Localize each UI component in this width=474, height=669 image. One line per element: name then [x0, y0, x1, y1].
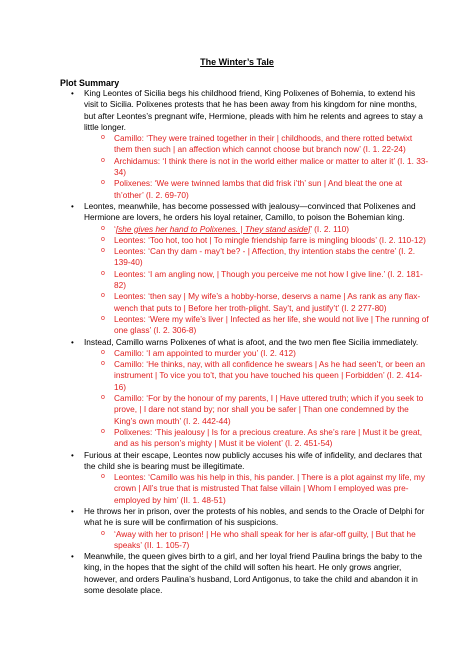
quote-open-mark: ‘	[114, 223, 116, 234]
stage-direction	[116, 224, 310, 234]
bullet-item-1: • King Leontes of Sicilia begs his childhood friend, King Polixenes of Bohemia, to extend his visit to Sicilia. Polixenes protests that he has been away from his kingdom for nine months, but after Leontes’s pregnant wife, Hermione, pleads with him he relents and agrees to stay a little longer.	[60, 88, 430, 133]
quote-item: o Leontes: ‘Were my wife’s liver | Infected as her life, she would not live | The running of one glass’ (I. 2. 306-8)	[60, 314, 430, 337]
quote-citation: ’ (I. 2. 110)	[310, 223, 350, 234]
bullet-item-2: • Leontes, meanwhile, has become possessed with jealousy—convinced that Polixenes and Hermione are lovers, he orders his loyal retainer, Camillo, to poison the Bohemian king.	[60, 201, 430, 224]
quote-item-stage-direction	[60, 224, 430, 235]
quote-item: o Camillo: ‘He thinks, nay, with all confidence he swears | As he had seen’t, or been an instrument | To vice you to’t, that you have touched his queen | Forbidden’ (I. 2. 414-16)	[60, 359, 430, 393]
quote-item: o Leontes: ‘Too hot, too hot | To mingle friendship farre is mingling bloods’ (I. 2. 110-12)	[60, 235, 430, 246]
bullet-item-5: • He throws her in prison, over the protests of his nobles, and sends to the Oracle of Delphi for what he is sure will be confirmation of his suspicions.	[60, 506, 430, 529]
quote-item: o Camillo: ‘For by the honour of my parents, I | Have uttered truth; which if you seek to prove, | I dare not stand by; nor shall you be safer | Than one condemned by the King’s own mouth’ (I. 2. 442-44)	[60, 393, 430, 427]
quote-item: o Camillo: ‘I am appointed to murder you’ (I. 2. 412)	[60, 348, 430, 359]
quote-item: o Camillo: ‘They were trained together in their | childhoods, and there rotted betwixt them then such | an affection which cannot choose but branch now’ (I. 1. 22-24)	[60, 133, 430, 156]
quote-item: o Leontes: ‘I am angling now, | Though you perceive me not how I give line.’ (I. 2. 181-82)	[60, 269, 430, 292]
bullet-item-6: • Meanwhile, the queen gives birth to a girl, and her loyal friend Paulina brings the baby to the king, in the hopes that the sight of the child will soften his heart. He only grows angrier, however, and orders Paulina’s husband, Lord Antigonus, to take the child and abandon it in some desolate place.	[60, 551, 430, 596]
quote-item: o Leontes: ‘Camillo was his help in this, his pander. | There is a plot against my life, my crown | All’s true that is mistrusted That false villain | Whom I employed was pre-employed by him’ (II. 1. 48-51)	[60, 472, 430, 506]
document-title: The Winter’s Tale	[200, 57, 274, 67]
quote-item: o ‘Away with her to prison! | He who shall speak for her is afar-off guilty, | But that he speaks’ (II. 1. 105-7)	[60, 529, 430, 552]
quote-item: o Polixenes: ‘We were twinned lambs that did frisk i’th’ sun | And bleat the one at th’other’ (I. 2. 69-70)	[60, 178, 430, 201]
bullet-item-4: • Furious at their escape, Leontes now publicly accuses his wife of infidelity, and declares that the child she is bearing must be illegitimate.	[60, 450, 430, 473]
quote-item: o Leontes: ‘Can thy dam - may’t be? - | Affection, thy intention stabs the centre’ (I. 2. 139-40)	[60, 246, 430, 269]
plot-summary-content	[60, 88, 430, 596]
section-heading-plot-summary: Plot Summary	[60, 78, 120, 88]
bullet-item-3: • Instead, Camillo warns Polixenes of what is afoot, and the two men flee Sicilia immediately.	[60, 337, 430, 348]
quote-item: o Leontes: ‘then say | My wife’s a hobby-horse, deservs a name | As rank as any flax-wench that puts to | Before her troth-plight. Say’t, and justify’t’ (I. 2 277-80)	[60, 291, 430, 314]
quote-item: o Polixenes: ‘This jealousy | Is for a precious creature. As she’s rare | Must it be great, and as his person’s mighty | Must it be violent’ (I. 2. 451-54)	[60, 427, 430, 450]
stage-direction-text: [she gives her hand to Polixenes. | They stand aside]	[115, 223, 311, 234]
quote-item: o Archidamus: ‘I think there is not in the world either malice or matter to alter it’ (I. 1. 33-34)	[60, 156, 430, 179]
